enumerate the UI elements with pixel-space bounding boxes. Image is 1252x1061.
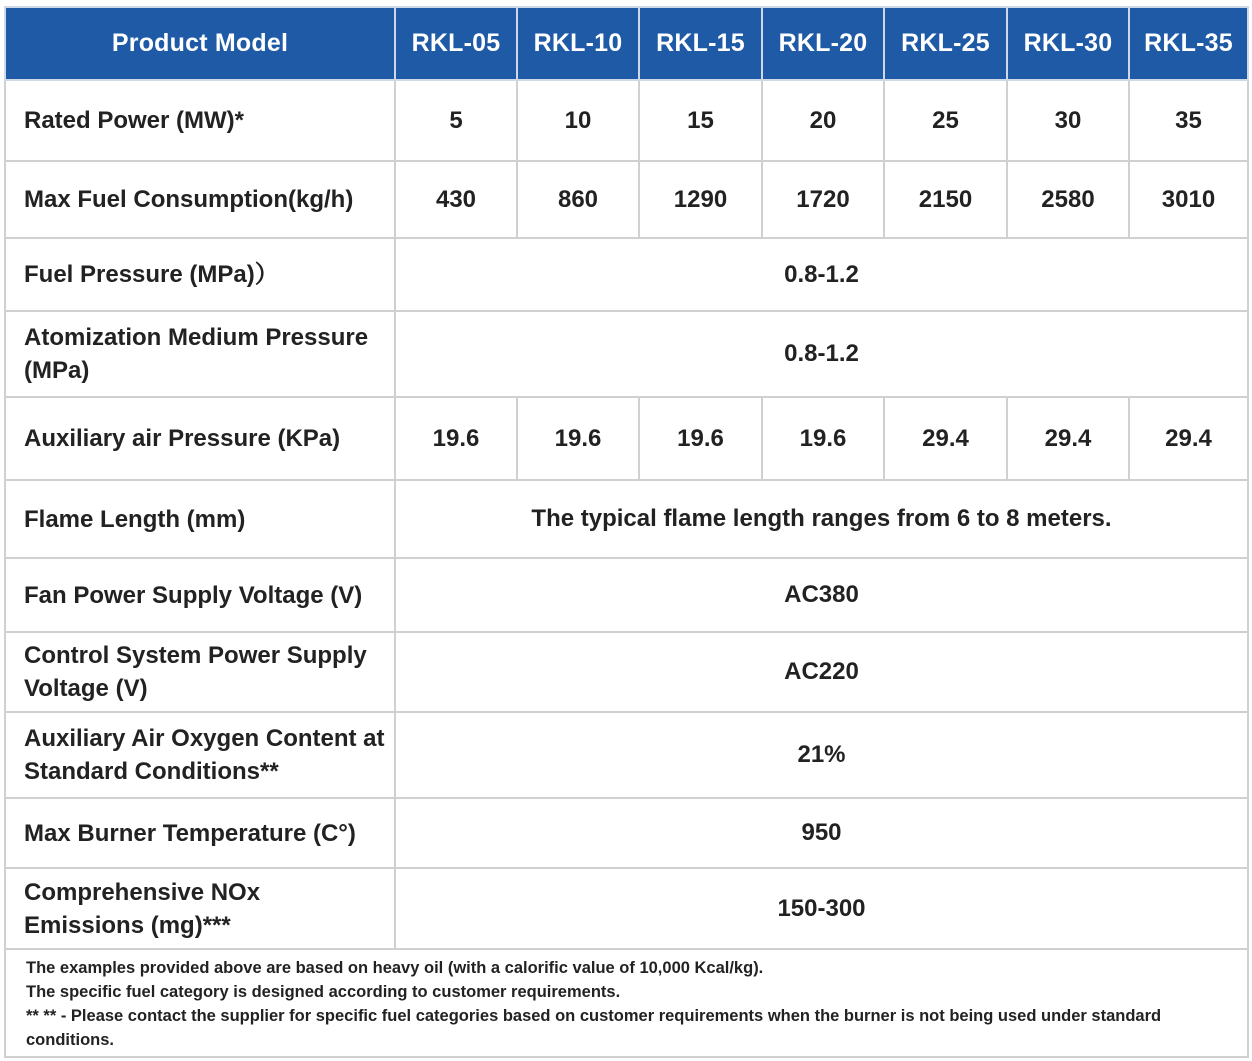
row-label: Auxiliary air Pressure (KPa)	[5, 397, 395, 480]
cell-value: 19.6	[517, 397, 639, 480]
cell-value: 860	[517, 161, 639, 238]
header-product-model: Product Model	[5, 7, 395, 80]
row-label: Control System Power Supply Voltage (V)	[5, 632, 395, 712]
footnote-contact-supplier: ** ** - Please contact the supplier for specific fuel categories based on customer requirements when the burner is not being used under standard conditions.	[26, 1007, 1162, 1049]
row-label: Comprehensive NOx Emissions (mg)***	[5, 868, 395, 949]
row-auxiliary-air-pressure	[5, 397, 1248, 480]
cell-value: 19.6	[639, 397, 762, 480]
header-model-rkl-30: RKL-30	[1007, 7, 1129, 80]
row-fan-power-supply-voltage	[5, 558, 1248, 632]
row-atomization-medium-pressure	[5, 311, 1248, 397]
cell-value: 29.4	[1007, 397, 1129, 480]
row-label: Auxiliary Air Oxygen Content at Standard Conditions**	[5, 712, 395, 798]
table-header	[5, 7, 1248, 80]
cell-value-merged: 21%	[395, 712, 1248, 798]
cell-value: 20	[762, 80, 884, 161]
cell-value: 35	[1129, 80, 1248, 161]
cell-value: 15	[639, 80, 762, 161]
row-label: Max Burner Temperature (C°)	[5, 798, 395, 868]
row-flame-length	[5, 480, 1248, 558]
cell-value-merged: 0.8-1.2	[395, 311, 1248, 397]
header-model-rkl-15: RKL-15	[639, 7, 762, 80]
row-label: Atomization Medium Pressure (MPa)	[5, 311, 395, 397]
row-nox-emissions	[5, 868, 1248, 949]
cell-value-merged: AC380	[395, 558, 1248, 632]
row-label: Fuel Pressure (MPa)）	[5, 238, 395, 311]
cell-value: 2150	[884, 161, 1007, 238]
row-footnotes	[5, 949, 1248, 1057]
row-max-fuel-consumption	[5, 161, 1248, 238]
header-model-rkl-05: RKL-05	[395, 7, 517, 80]
header-row	[5, 7, 1248, 80]
footnote-heavy-oil: The examples provided above are based on heavy oil (with a calorific value of 10,000 Kcal/kg).	[26, 959, 764, 977]
header-model-rkl-35: RKL-35	[1129, 7, 1248, 80]
cell-value: 10	[517, 80, 639, 161]
cell-value: 1290	[639, 161, 762, 238]
cell-value: 19.6	[395, 397, 517, 480]
cell-value: 3010	[1129, 161, 1248, 238]
row-max-burner-temperature	[5, 798, 1248, 868]
row-label: Flame Length (mm)	[5, 480, 395, 558]
cell-value-merged: 0.8-1.2	[395, 238, 1248, 311]
footnote-fuel-category: The specific fuel category is designed according to customer requirements.	[26, 983, 621, 1001]
product-spec-table	[4, 6, 1249, 1058]
cell-value: 5	[395, 80, 517, 161]
cell-value: 430	[395, 161, 517, 238]
row-label: Rated Power (MW)*	[5, 80, 395, 161]
row-fuel-pressure	[5, 238, 1248, 311]
footnotes	[5, 949, 1248, 1057]
row-auxiliary-air-oxygen-content	[5, 712, 1248, 798]
cell-value: 30	[1007, 80, 1129, 161]
cell-value-merged: AC220	[395, 632, 1248, 712]
cell-value-merged: 950	[395, 798, 1248, 868]
cell-value-merged: 150-300	[395, 868, 1248, 949]
cell-value: 29.4	[1129, 397, 1248, 480]
row-rated-power	[5, 80, 1248, 161]
cell-value: 29.4	[884, 397, 1007, 480]
header-model-rkl-25: RKL-25	[884, 7, 1007, 80]
header-model-rkl-10: RKL-10	[517, 7, 639, 80]
cell-value: 25	[884, 80, 1007, 161]
row-label: Max Fuel Consumption(kg/h)	[5, 161, 395, 238]
row-control-system-power-supply-voltage	[5, 632, 1248, 712]
cell-value-merged: The typical flame length ranges from 6 to 8 meters.	[395, 480, 1248, 558]
row-label: Fan Power Supply Voltage (V)	[5, 558, 395, 632]
cell-value: 19.6	[762, 397, 884, 480]
header-model-rkl-20: RKL-20	[762, 7, 884, 80]
cell-value: 2580	[1007, 161, 1129, 238]
cell-value: 1720	[762, 161, 884, 238]
